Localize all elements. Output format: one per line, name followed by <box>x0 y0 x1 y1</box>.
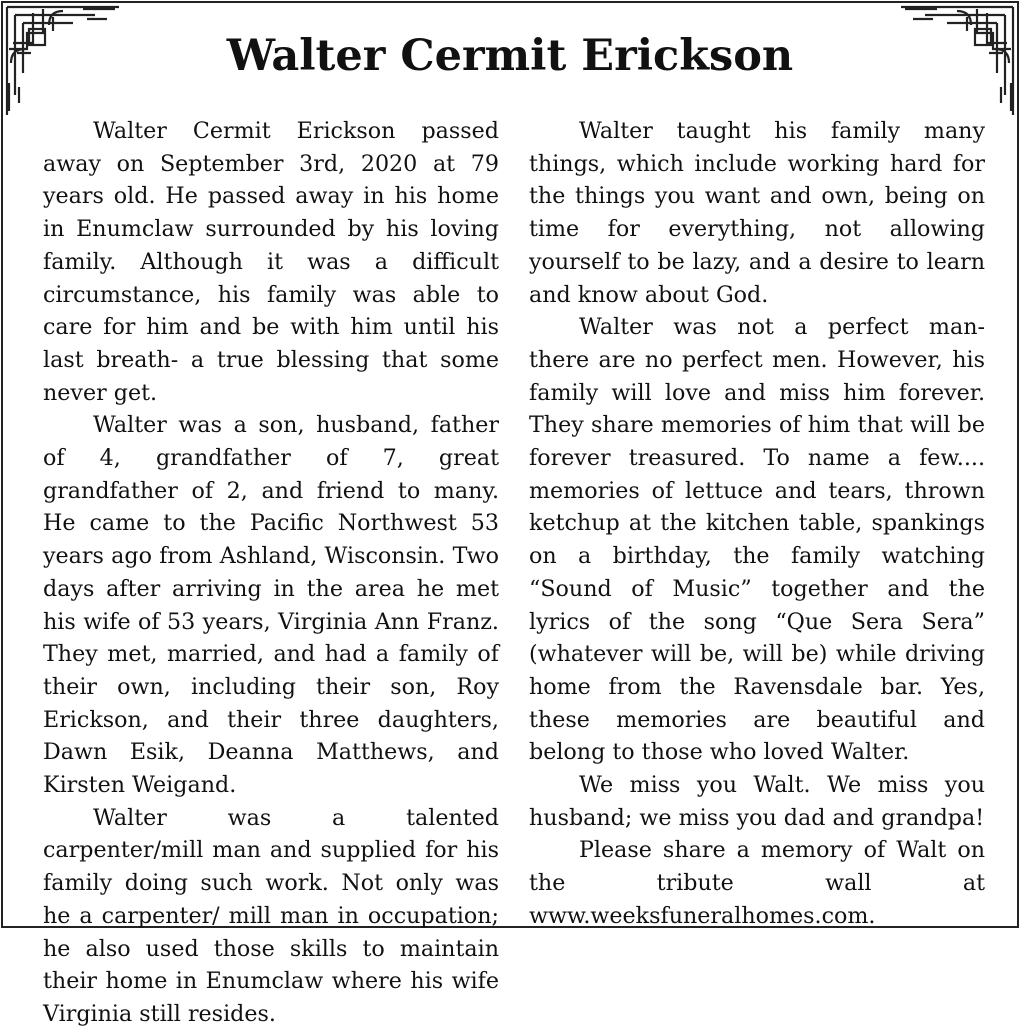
paragraph-passing: Walter Cermit Erickson passed away on September 3rd, 2020 at 79 years old. He passed away in his home in Enumclaw surrounded by his loving family. Although it was a difficult circumstance, his family was able to care for him and be with him until his last breath- a true blessing that some never get. <box>43 118 499 406</box>
paragraph-tribute-wall: Please share a memory of Walt on the tribute wall at www.weeksfuneralhomes.com. <box>529 837 985 929</box>
right-column <box>529 115 985 933</box>
obituary-title: Walter Cermit Erickson <box>226 31 794 81</box>
paragraph-memories: Walter was not a perfect man- there are no perfect men. However, his family will love and miss him forever. They share memories of him that will be forever treasured. To name a few.... memories of lettuce and tears, thrown ketchup at the kitchen table, spankings on a birthday, the family watching “Sound of Music” together and the lyrics of the song “Que Sera Sera” (whatever will be, will be) while driving home from the Ravensdale bar. Yes, these memories are beautiful and belong to those who loved Walter. <box>529 314 985 766</box>
left-column <box>43 115 499 1031</box>
paragraph-farewell: We miss you Walt. We miss you husband; we miss you dad and grandpa! <box>529 772 985 831</box>
paragraph-family: Walter was a son, husband, father of 4, grandfather of 7, great grandfather of 2, and friend to many. He came to the Pacific Northwest 53 years ago from Ashland, Wisconsin. Two days after arriving in the area he met his wife of 53 years, Virginia Ann Franz. They met, married, and had a family of their own, including their son, Roy Erickson, and their three daughters, Dawn Esik, Deanna Matthews, and Kirsten Weigand. <box>43 412 499 799</box>
paragraph-lessons: Walter taught his family many things, which include working hard for the things you want and own, being on time for everything, not allowing yourself to be lazy, and a desire to learn and know about God. <box>529 118 985 308</box>
obituary-frame <box>1 1 1019 1027</box>
paragraph-career: Walter was a talented carpenter/mill man and supplied for his family doing such work. Not only was he a carpenter/ mill man in occupation; he also used those skills to maintain their home in Enumclaw where his wife Virginia still resides. <box>43 804 499 1027</box>
